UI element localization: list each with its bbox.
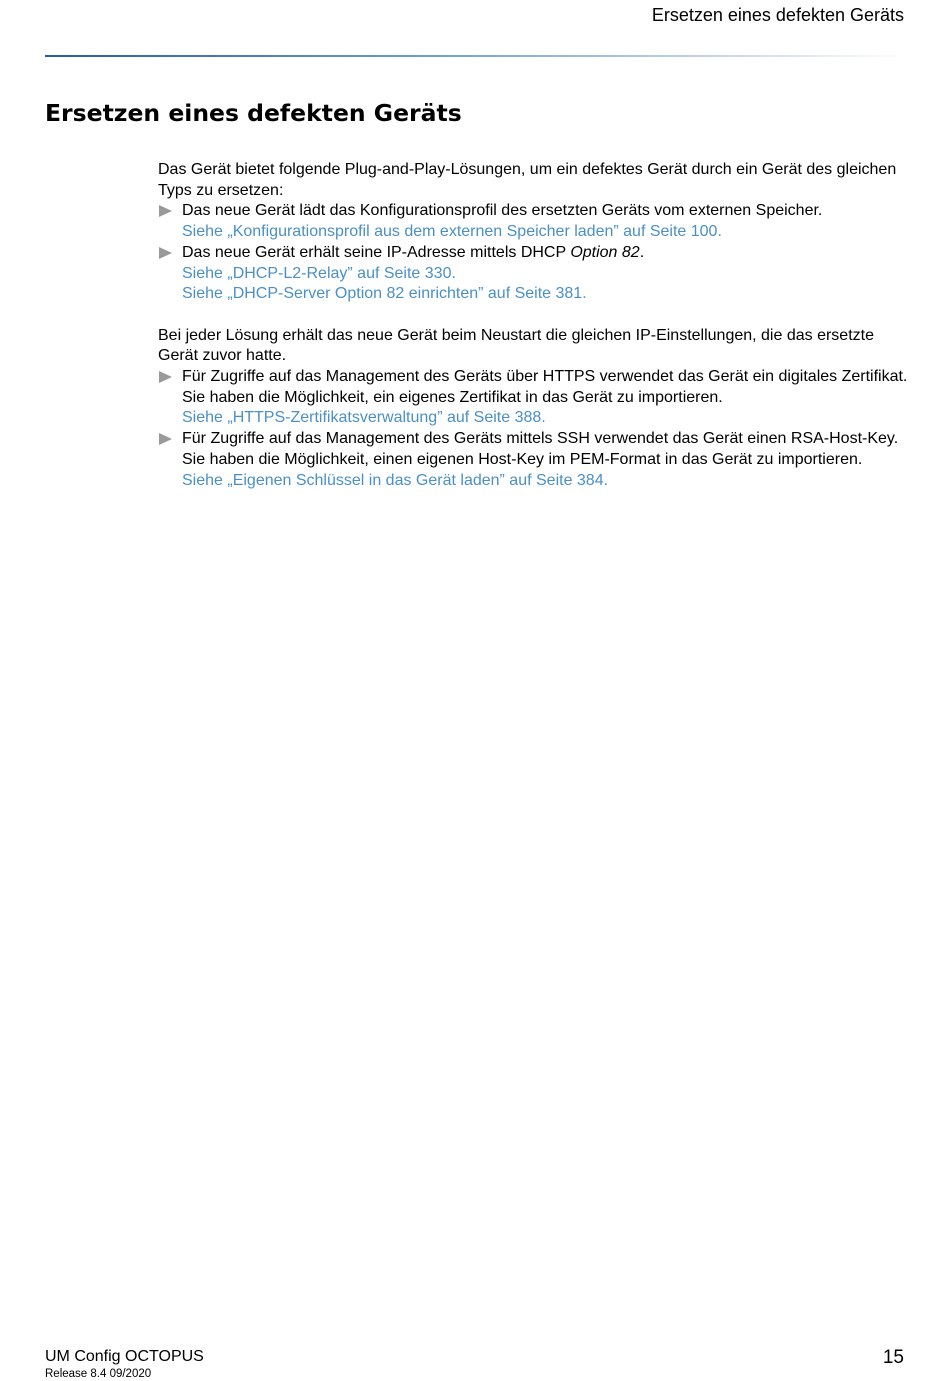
running-header: Ersetzen eines defekten Geräts	[651, 5, 904, 25]
header-rule	[45, 55, 905, 57]
list-item-text-end: .	[639, 243, 645, 261]
xref-link[interactable]: Siehe „DHCP-Server Option 82 einrichten” auf Seite 381.	[182, 285, 587, 303]
list-item-text: Das neue Gerät lädt das Konfigurationsprofil des ersetzten Geräts vom externen Speicher.	[182, 202, 823, 220]
xref-link[interactable]: Siehe „Konfigurationsprofil aus dem externen Speicher laden” auf Seite 100.	[182, 223, 722, 241]
section2-intro: Bei jeder Lösung erhält das neue Gerät beim Neustart die gleichen IP-Einstellungen, die das ersetzte Gerät zuvor hatte.	[158, 326, 874, 365]
list-item-text: Für Zugriffe auf das Management des Geräts mittels SSH verwendet das Gerät einen RSA-Host-Key. Sie haben die Möglichkeit, einen eigenen Host-Key im PEM-Format in das Gerät zu importieren.	[182, 430, 899, 468]
xref-link[interactable]: Siehe „HTTPS-Zertifikatsverwaltung” auf Seite 388.	[182, 409, 546, 427]
triangle-bullet-icon	[159, 433, 172, 445]
triangle-bullet-icon	[159, 247, 172, 259]
footer-release: Release 8.4 09/2020	[45, 1368, 152, 1380]
list-item	[158, 243, 908, 305]
main-content	[158, 160, 908, 491]
list-item-text: Das neue Gerät erhält seine IP-Adresse mittels DHCP	[182, 243, 571, 261]
triangle-bullet-icon	[159, 205, 172, 217]
paragraph-gap	[158, 305, 908, 326]
list-item	[158, 367, 908, 429]
list-item-italic-term: Option 82	[570, 243, 640, 261]
xref-link[interactable]: Siehe „DHCP-L2-Relay” auf Seite 330.	[182, 264, 456, 282]
page-number: 15	[882, 1347, 904, 1368]
footer	[45, 1347, 204, 1381]
section1-list	[158, 201, 908, 305]
xref-link[interactable]: Siehe „Eigenen Schlüssel in das Gerät laden” auf Seite 384.	[182, 471, 609, 489]
footer-manual-title: UM Config OCTOPUS	[45, 1348, 204, 1365]
chapter-title: Ersetzen eines defekten Geräts	[45, 99, 462, 127]
section2-list	[158, 367, 908, 491]
list-item-text: Für Zugriffe auf das Management des Geräts über HTTPS verwendet das Gerät ein digitales Zertifikat. Sie haben die Möglichkeit, ein eigenes Zertifikat in das Gerät zu importieren.	[182, 368, 908, 406]
list-item	[158, 429, 908, 491]
triangle-bullet-icon	[159, 371, 172, 383]
section1-intro: Das Gerät bietet folgende Plug-and-Play-Lösungen, um ein defektes Gerät durch ein Gerät des gleichen Typs zu ersetzen:	[158, 161, 897, 199]
list-item	[158, 201, 908, 242]
